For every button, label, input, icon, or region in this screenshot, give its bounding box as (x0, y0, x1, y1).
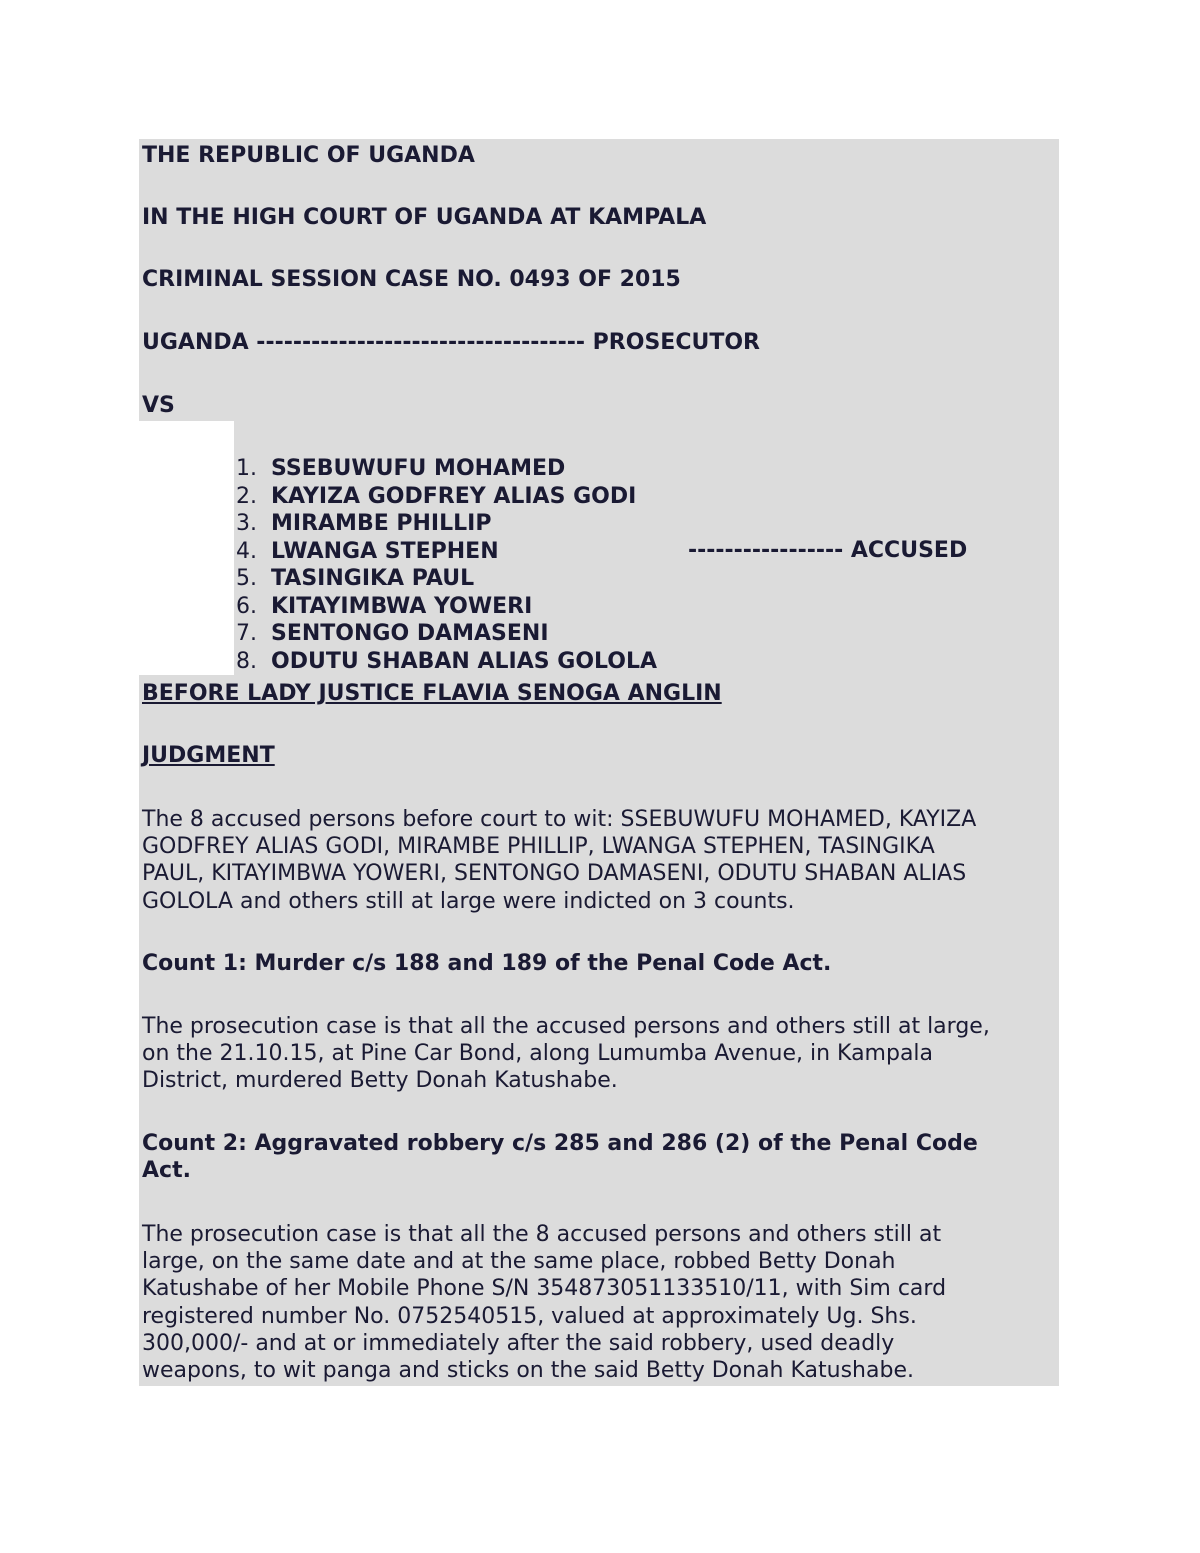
vs-label: VS (142, 393, 175, 418)
accused-number: 8. (236, 648, 257, 674)
count1-paragraph: The prosecution case is that all the accused persons and others still at large, on the 21.10.15, at Pine Car Bond, along Lumumba Avenue, in Kampala District, murdered Betty Donah Katushabe. (142, 1014, 990, 1094)
accused-list (236, 455, 657, 675)
accused-number: 1. (236, 456, 257, 481)
republic-heading: THE REPUBLIC OF UGANDA (142, 143, 475, 168)
accused-item (236, 593, 657, 621)
accused-item (236, 483, 657, 511)
accused-number: 5. (236, 566, 257, 591)
judgment-heading: JUDGMENT (142, 743, 275, 768)
count2-paragraph: The prosecution case is that all the 8 accused persons and others still at large, on the same date and at the same place, robbed Betty Donah Katushabe of her Mobile Phone S/N 354873051133510/11, with Sim card registered number No. 0752540515, valued at approximately Ug. Shs. 300,000/- and at or immediately after the said robbery, used deadly weapons, to wit panga and sticks on the said Betty Donah Katushabe. (142, 1222, 947, 1384)
accused-item (236, 455, 657, 483)
accused-item (236, 565, 657, 593)
accused-item (236, 620, 657, 648)
accused-name: LWANGA STEPHEN (271, 538, 499, 564)
accused-number: 7. (236, 621, 257, 646)
court-heading: IN THE HIGH COURT OF UGANDA AT KAMPALA (142, 205, 707, 230)
intro-paragraph: The 8 accused persons before court to wit: SSEBUWUFU MOHAMED, KAYIZA GODFREY ALIAS GODI, MIRAMBE PHILLIP, LWANGA STEPHEN, TASINGIKA PAUL, KITAYIMBWA YOWERI, SENTONGO DAMASENI, ODUTU SHABAN ALIAS GOLOLA and others still at large were indicted on 3 counts. (142, 807, 977, 914)
accused-name: TASINGIKA PAUL (271, 566, 475, 591)
accused-item (236, 538, 657, 566)
accused-number: 3. (236, 511, 257, 536)
accused-name: KAYIZA GODFREY ALIAS GODI (271, 483, 637, 509)
count1-heading: Count 1: Murder c/s 188 and 189 of the Penal Code Act. (142, 951, 832, 976)
case-number: CRIMINAL SESSION CASE NO. 0493 OF 2015 (142, 267, 681, 292)
accused-name: ODUTU SHABAN ALIAS GOLOLA (271, 648, 658, 674)
accused-name: SSEBUWUFU MOHAMED (271, 456, 566, 481)
accused-number: 6. (236, 593, 257, 619)
accused-number: 4. (236, 538, 257, 564)
count2-heading: Count 2: Aggravated robbery c/s 285 and 286 (2) of the Penal Code Act. (142, 1131, 978, 1184)
accused-name: SENTONGO DAMASENI (271, 621, 549, 646)
accused-item (236, 648, 657, 676)
accused-number: 2. (236, 483, 257, 509)
accused-name: KITAYIMBWA YOWERI (271, 593, 533, 619)
prosecutor-line: UGANDA ------------------------------------ PROSECUTOR (142, 330, 760, 355)
before-justice: BEFORE LADY JUSTICE FLAVIA SENOGA ANGLIN (142, 681, 722, 706)
accused-tag: ----------------- ACCUSED (688, 538, 968, 563)
accused-name: MIRAMBE PHILLIP (271, 511, 492, 536)
accused-item (236, 510, 657, 538)
